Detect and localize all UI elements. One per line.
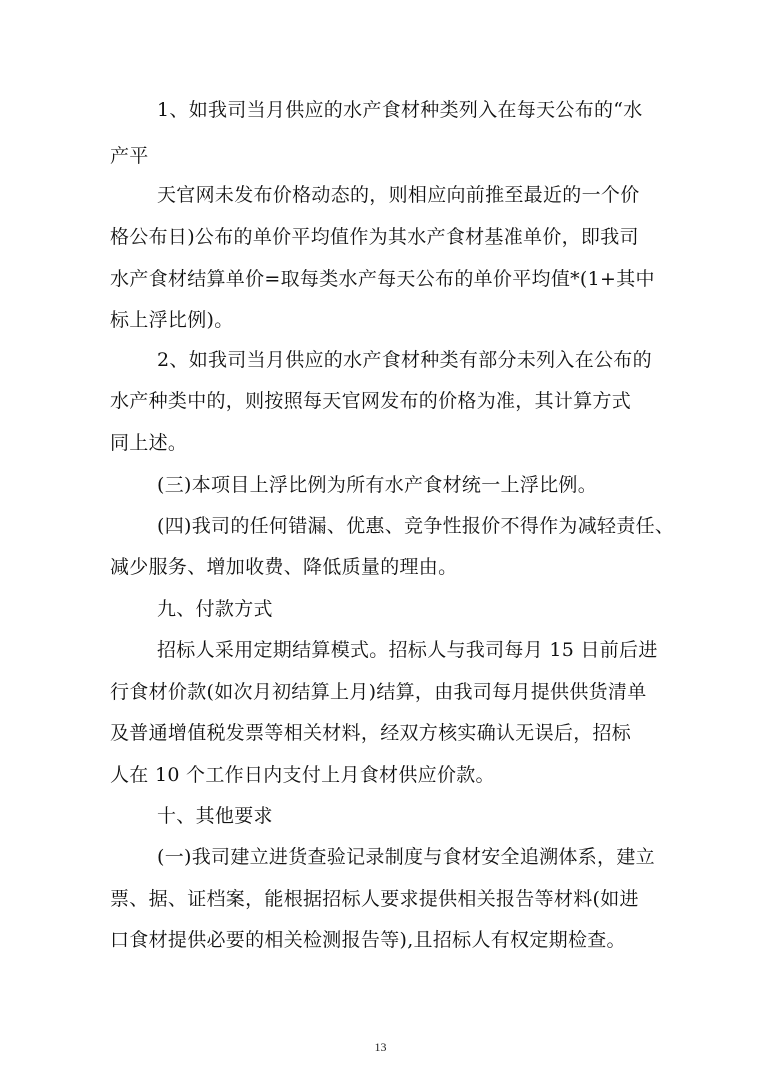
text-line: 标上浮比例)。 (110, 309, 234, 331)
text-line: (四)我司的任何错漏、优惠、竞争性报价不得作为减轻责任、 (157, 515, 675, 537)
text-line: 1、如我司当月供应的水产食材种类列入在每天公布的“水 (157, 99, 643, 121)
text-line: 及普通增值税发票等相关材料，经双方核实确认无误后，招标 (110, 722, 632, 744)
text-line: 同上述。 (110, 432, 188, 454)
text-line: 2、如我司当月供应的水产食材种类有部分未列入在公布的 (157, 349, 652, 371)
section-heading: 九、付款方式 (157, 598, 273, 620)
page-number: 13 (374, 1040, 387, 1054)
text-line: 水产种类中的，则按照每天官网发布的价格为准，其计算方式 (110, 390, 632, 412)
text-line: 招标人采用定期结算模式。招标人与我司每月 15 日前后进 (157, 639, 658, 661)
text-line: 口食材提供必要的相关检测报告等),且招标人有权定期检查。 (110, 929, 626, 951)
text-line: 水产食材结算单价=取每类水产每天公布的单价平均值*(1+其中 (110, 268, 655, 290)
text-line: 票、据、证档案，能根据招标人要求提供相关报告等材料(如进 (110, 888, 639, 910)
text-line: 人在 10 个工作日内支付上月食材供应价款。 (110, 764, 495, 786)
text-line: 格公布日)公布的单价平均值作为其水产食材基准单价，即我司 (110, 226, 639, 248)
section-heading: 十、其他要求 (157, 805, 273, 827)
text-line: 减少服务、增加收费、降低质量的理由。 (110, 556, 458, 578)
text-line: (三)本项目上浮比例为所有水产食材统一上浮比例。 (157, 474, 598, 496)
text-line: (一)我司建立进货查验记录制度与食材安全追溯体系，建立 (157, 846, 655, 868)
text-line: 产平 (110, 145, 149, 167)
text-line: 行食材价款(如次月初结算上月)结算，由我司每月提供供货清单 (110, 681, 647, 703)
text-line: 天官网未发布价格动态的，则相应向前推至最近的一个价 (157, 184, 640, 206)
